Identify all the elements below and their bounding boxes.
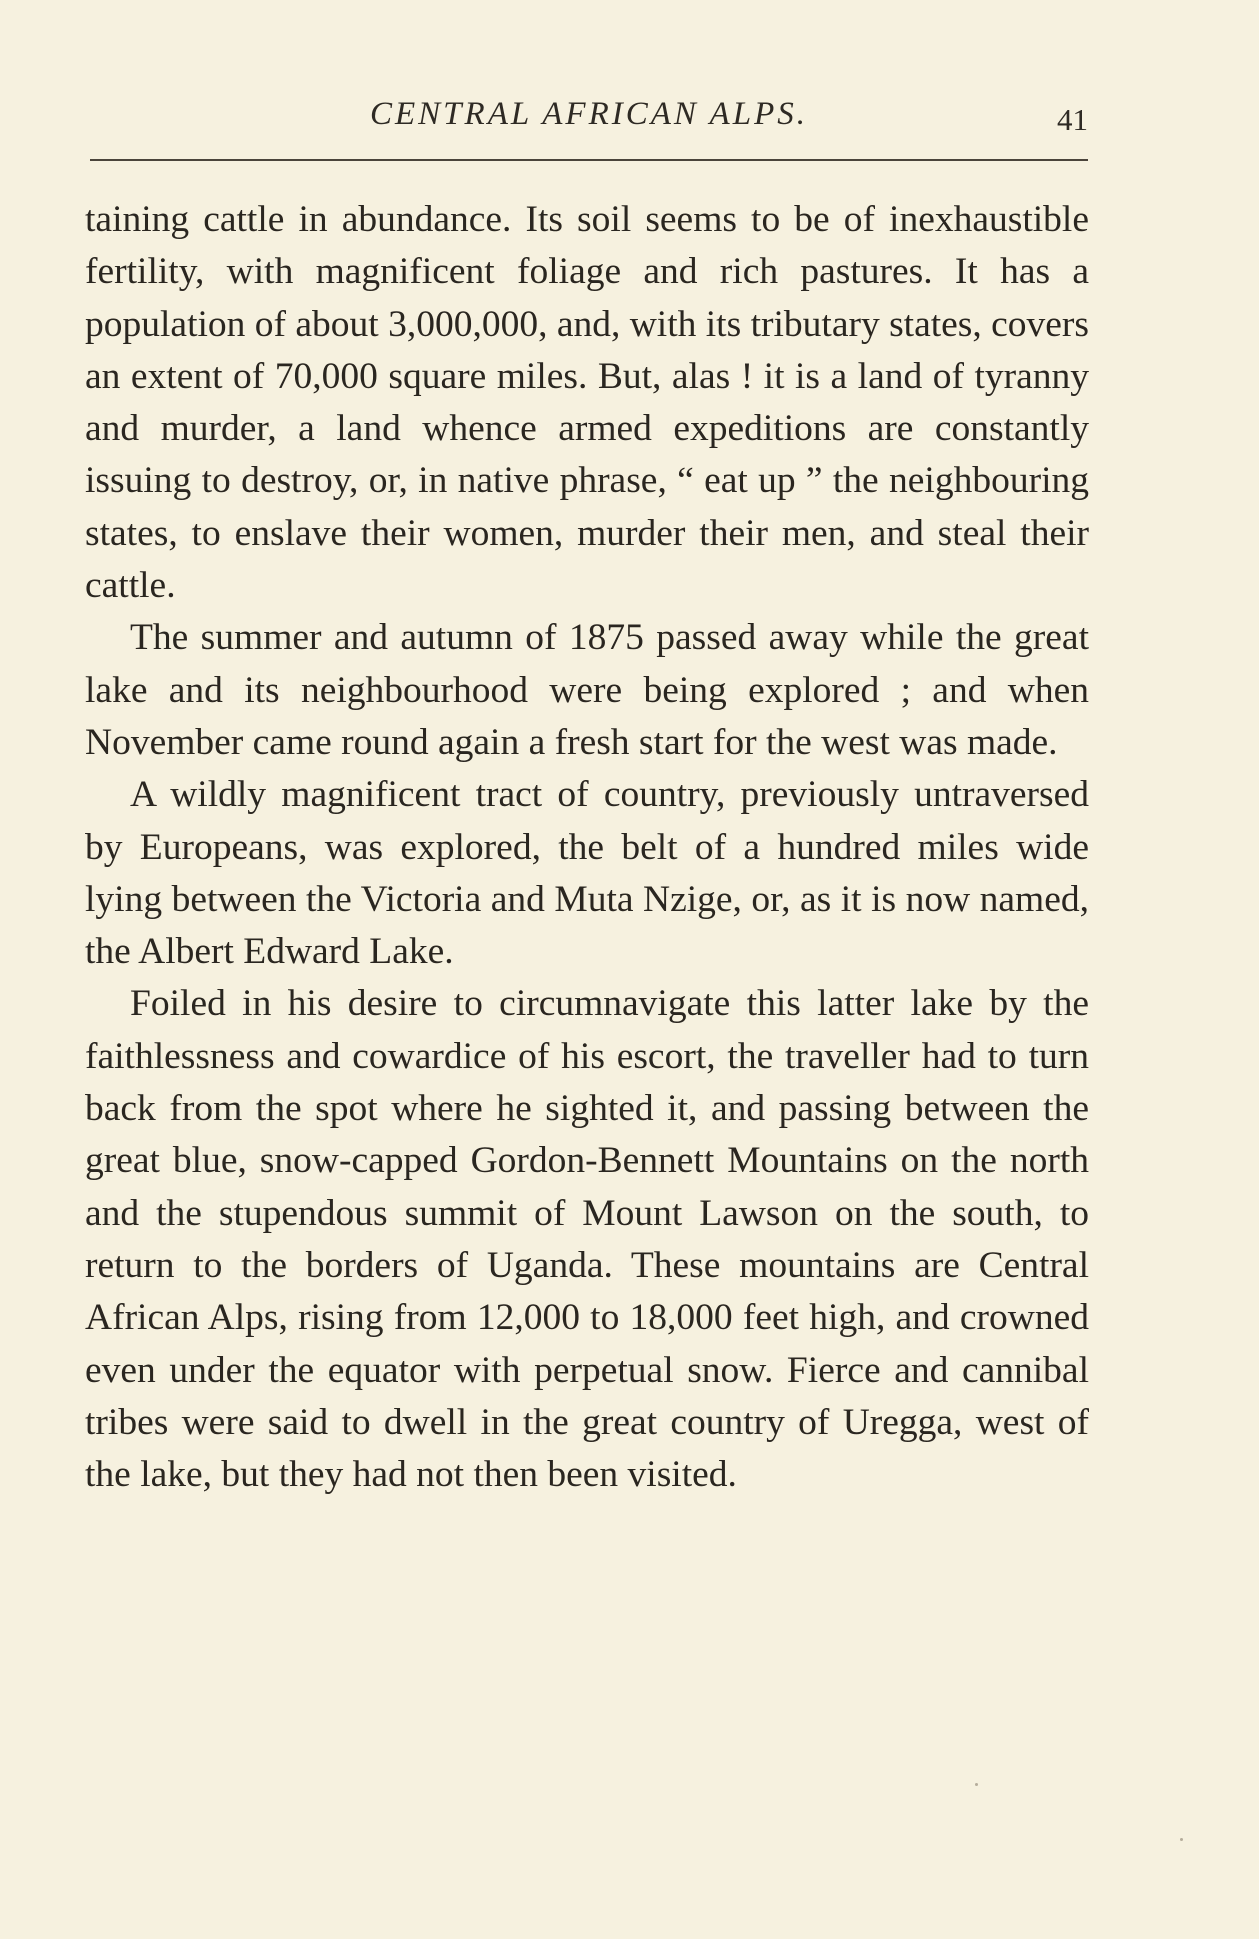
paragraph-4: Foiled in his desire to circumnavigate this latter lake by the faithlessness and cowardice of his escort, the traveller had to turn back from the spot where he sighted it, and passing between the great blue, snow-capped Gordon-Bennett Mountains on the north and the stupendous summit of Mount Lawson on the south, to return to the borders of Uganda. These mountains are Central African Alps, rising from 12,000 to 18,000 feet high, and crowned even under the equator with perpetual snow. Fierce and cannibal tribes were said to dwell in the great country of Uregga, west of the lake, but they had not then been visited. <box>85 983 1089 1496</box>
paper-speck <box>1180 1838 1183 1841</box>
body-text <box>85 194 1089 1501</box>
paragraph-1: taining cattle in abundance. Its soil seems to be of inexhaustible fertility, with magnificent foliage and rich pastures. It has a population of about 3,000,000, and, with its tributary states, covers an extent of 70,000 square miles. But, alas ! it is a land of tyranny and murder, a land whence armed expeditions are constantly issuing to destroy, or, in native phrase, “ eat up ” the neighbouring states, to enslave their women, murder their men, and steal their cattle. <box>85 199 1090 607</box>
running-head <box>90 96 1088 140</box>
paragraph-3: A wildly magnificent tract of country, previously untraversed by Europeans, was explored, the belt of a hundred miles wide lying between the Victoria and Muta Nzige, or, as it is now named, the Albert Edward Lake. <box>85 774 1089 973</box>
page-number: 41 <box>1057 102 1088 137</box>
paper-speck <box>975 1783 978 1786</box>
running-title: CENTRAL AFRICAN ALPS. <box>370 96 808 132</box>
paragraph-2: The summer and autumn of 1875 passed away while the great lake and its neighbourhood were being explored ; and when November came round again a fresh start for the west was made. <box>85 617 1089 763</box>
header-rule <box>90 159 1088 161</box>
